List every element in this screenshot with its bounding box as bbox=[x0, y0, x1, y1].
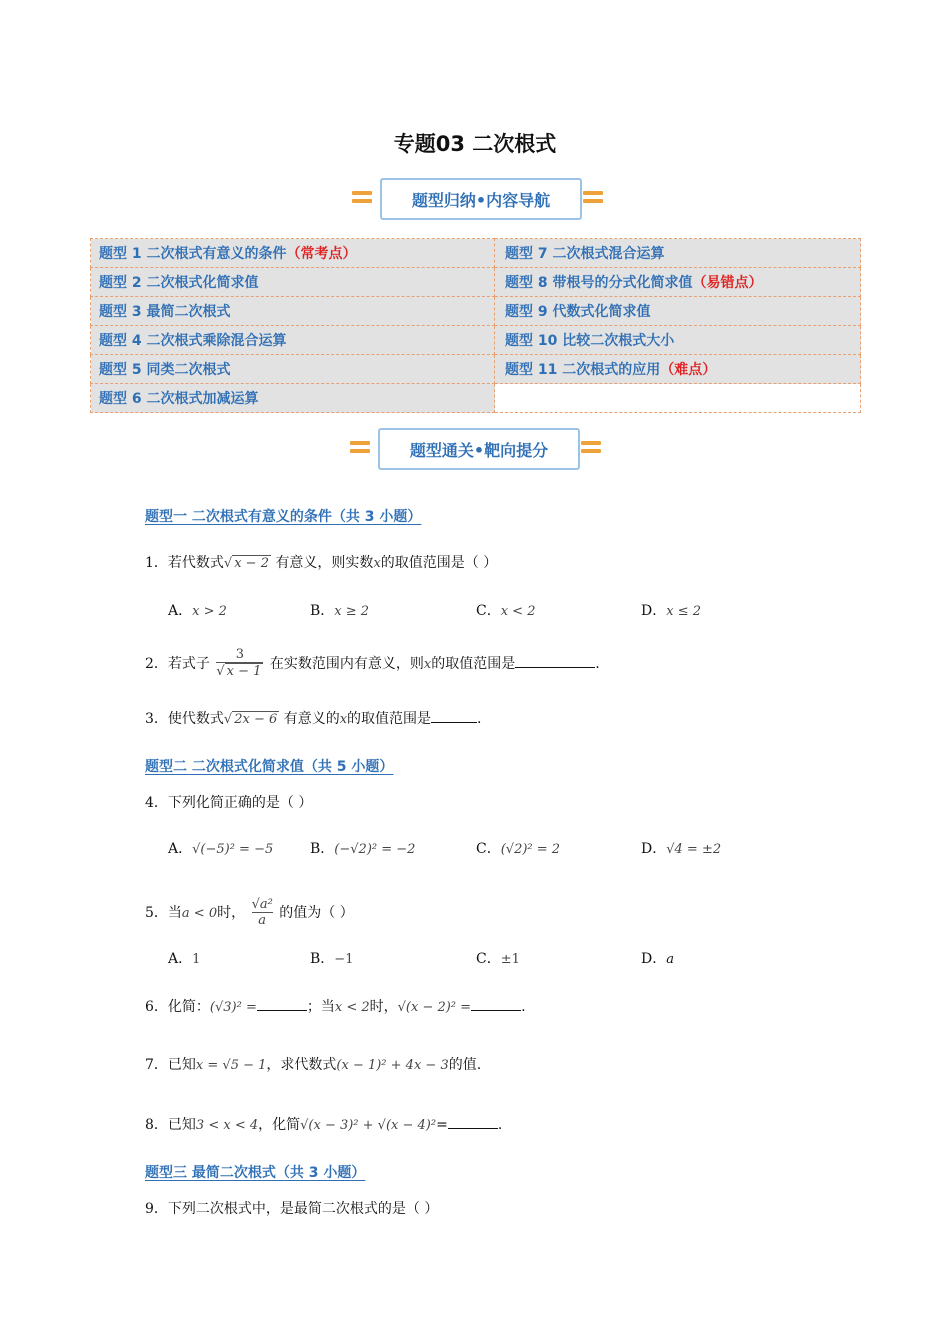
option-c[interactable]: C．(√2)² = 2 bbox=[476, 841, 561, 857]
answer-blank[interactable] bbox=[515, 653, 595, 668]
topic-nav-table bbox=[90, 238, 861, 413]
question-7: 7．已知x = √5 − 1，求代数式(x − 1)² + 4x − 3的值. bbox=[145, 1057, 482, 1073]
question-5: 5．当a < 0时， $\frac{\text{√a²}}{a}$ 的值为（ ） bbox=[145, 897, 354, 928]
nav-item[interactable]: 题型 9 代数式化简求值 bbox=[495, 297, 861, 326]
answer-blank[interactable] bbox=[471, 996, 521, 1011]
question-3: 3．使代数式√ 2x − 6 有意义的x的取值范围是 . bbox=[145, 708, 482, 728]
decor-equals-icon bbox=[350, 438, 370, 456]
question-4: 4．下列化简正确的是（ ） bbox=[145, 795, 313, 811]
option-d[interactable]: D．√4 = ±2 bbox=[641, 841, 722, 857]
nav-item[interactable]: 题型 5 同类二次根式 bbox=[91, 355, 495, 384]
question-8: 8．已知3 < x < 4，化简√(x − 3)² + √(x − 4)²= . bbox=[145, 1114, 502, 1134]
option-b[interactable]: B．−1 bbox=[310, 951, 354, 967]
question-9: 9．下列二次根式中，是最简二次根式的是（ ） bbox=[145, 1201, 439, 1217]
nav-item[interactable]: 题型 6 二次根式加减运算 bbox=[91, 384, 495, 413]
banner-content-nav: 题型归纳•内容导航 bbox=[380, 178, 582, 220]
option-a[interactable]: A．√(−5)² = −5 bbox=[168, 841, 274, 857]
nav-item[interactable]: 题型 8 带根号的分式化简求值（易错点） bbox=[495, 268, 861, 297]
nav-item[interactable]: 题型 7 二次根式混合运算 bbox=[495, 239, 861, 268]
nav-item[interactable]: 题型 1 二次根式有意义的条件（常考点） bbox=[91, 239, 495, 268]
decor-equals-icon bbox=[583, 188, 603, 206]
section-heading: 题型一 二次根式有意义的条件（共 3 小题） bbox=[145, 509, 422, 525]
nav-item[interactable]: 题型 11 二次根式的应用（难点） bbox=[495, 355, 861, 384]
option-d[interactable]: D．x ≤ 2 bbox=[641, 603, 701, 619]
banner-practice: 题型通关•靶向提分 bbox=[378, 428, 580, 470]
nav-item[interactable]: 题型 4 二次根式乘除混合运算 bbox=[91, 326, 495, 355]
option-a[interactable]: A．1 bbox=[168, 951, 201, 967]
decor-equals-icon bbox=[352, 188, 372, 206]
decor-equals-icon bbox=[581, 438, 601, 456]
section-heading: 题型三 最简二次根式（共 3 小题） bbox=[145, 1165, 366, 1181]
page-title: 专题03 二次根式 bbox=[393, 132, 557, 156]
nav-item[interactable]: 题型 2 二次根式化简求值 bbox=[91, 268, 495, 297]
answer-blank[interactable] bbox=[257, 996, 307, 1011]
answer-blank[interactable] bbox=[448, 1114, 498, 1129]
section-heading: 题型二 二次根式化简求值（共 5 小题） bbox=[145, 759, 394, 775]
option-a[interactable]: A．x > 2 bbox=[168, 603, 227, 619]
option-d[interactable]: D．a bbox=[641, 951, 674, 967]
answer-blank[interactable] bbox=[431, 708, 477, 723]
nav-empty-cell bbox=[495, 384, 861, 413]
question-2: 2．若式子 $\frac{3}{√ x - 1}$ 在实数范围内有意义，则x的取值范围是 . bbox=[145, 647, 600, 679]
nav-item[interactable]: 题型 10 比较二次根式大小 bbox=[495, 326, 861, 355]
nav-item[interactable]: 题型 3 最简二次根式 bbox=[91, 297, 495, 326]
option-c[interactable]: C．±1 bbox=[476, 951, 520, 967]
option-b[interactable]: B．x ≥ 2 bbox=[310, 603, 370, 619]
question-1: 1．若代数式√ x − 2 有意义，则实数x的取值范围是（ ） bbox=[145, 555, 498, 571]
option-c[interactable]: C．x < 2 bbox=[476, 603, 536, 619]
option-b[interactable]: B．(−√2)² = −2 bbox=[310, 841, 416, 857]
question-6: 6．化简：(√3)² = ；当x < 2时，√(x − 2)² = . bbox=[145, 996, 526, 1016]
